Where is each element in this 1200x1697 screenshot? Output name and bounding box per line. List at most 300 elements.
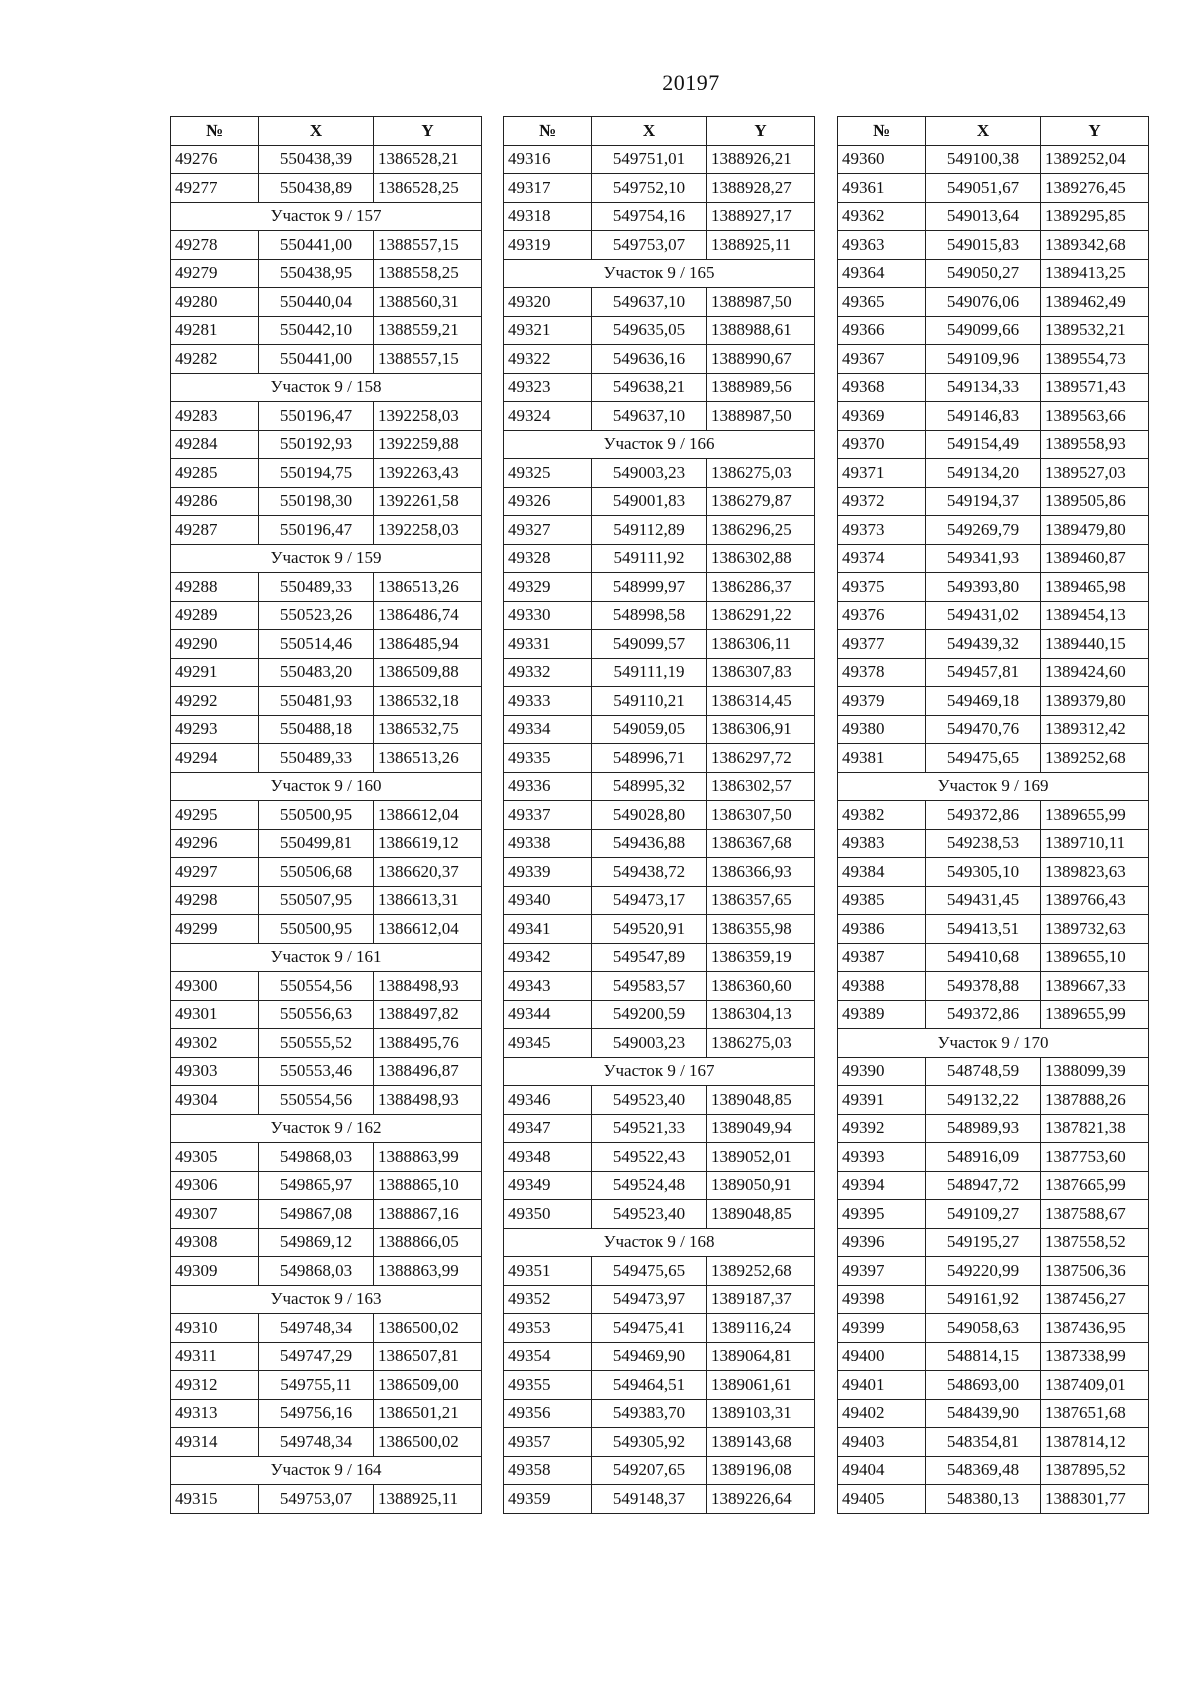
y-coordinate-cell: 1386485,94 <box>374 630 482 659</box>
table-row <box>838 630 1149 659</box>
y-coordinate-cell: 1389766,43 <box>1041 886 1149 915</box>
x-coordinate-cell: 549134,20 <box>926 459 1041 488</box>
point-number-cell: 49344 <box>504 1000 592 1029</box>
x-coordinate-cell: 549751,01 <box>592 145 707 174</box>
table-row <box>504 402 815 431</box>
y-coordinate-cell: 1387338,99 <box>1041 1342 1149 1371</box>
x-coordinate-cell: 549469,90 <box>592 1342 707 1371</box>
point-number-cell: 49394 <box>838 1171 926 1200</box>
y-coordinate-cell: 1388990,67 <box>707 345 815 374</box>
y-coordinate-cell: 1387895,52 <box>1041 1456 1149 1485</box>
table-row <box>504 744 815 773</box>
table-row <box>504 1371 815 1400</box>
point-number-cell: 49292 <box>171 687 259 716</box>
point-number-cell: 49322 <box>504 345 592 374</box>
table-row <box>838 658 1149 687</box>
x-coordinate-cell: 549523,40 <box>592 1086 707 1115</box>
y-coordinate-cell: 1389379,80 <box>1041 687 1149 716</box>
point-number-cell: 49379 <box>838 687 926 716</box>
y-coordinate-cell: 1388497,82 <box>374 1000 482 1029</box>
y-coordinate-cell: 1388925,11 <box>707 231 815 260</box>
x-coordinate-cell: 549410,68 <box>926 943 1041 972</box>
point-number-cell: 49362 <box>838 202 926 231</box>
table-row <box>504 516 815 545</box>
y-coordinate-cell: 1389143,68 <box>707 1428 815 1457</box>
coordinates-table-left <box>170 116 482 1514</box>
table-row <box>171 573 482 602</box>
point-number-cell: 49404 <box>838 1456 926 1485</box>
point-number-cell: 49388 <box>838 972 926 1001</box>
y-coordinate-cell: 1389052,01 <box>707 1143 815 1172</box>
table-row <box>171 687 482 716</box>
table-row <box>171 1228 482 1257</box>
point-number-cell: 49321 <box>504 316 592 345</box>
x-coordinate-cell: 550438,89 <box>259 174 374 203</box>
y-coordinate-cell: 1392263,43 <box>374 459 482 488</box>
y-coordinate-cell: 1389312,42 <box>1041 715 1149 744</box>
y-coordinate-cell: 1386306,91 <box>707 715 815 744</box>
section-row <box>838 1029 1149 1058</box>
table-row <box>504 886 815 915</box>
y-coordinate-cell: 1388560,31 <box>374 288 482 317</box>
x-coordinate-cell: 549520,91 <box>592 915 707 944</box>
x-coordinate-cell: 550514,46 <box>259 630 374 659</box>
y-coordinate-cell: 1389342,68 <box>1041 231 1149 260</box>
table-row <box>504 1314 815 1343</box>
table-row <box>171 1029 482 1058</box>
x-coordinate-cell: 549111,19 <box>592 658 707 687</box>
point-number-cell: 49335 <box>504 744 592 773</box>
table-row <box>504 1200 815 1229</box>
y-coordinate-cell: 1389460,87 <box>1041 544 1149 573</box>
table-row <box>171 430 482 459</box>
x-coordinate-cell: 550196,47 <box>259 402 374 431</box>
x-coordinate-cell: 549473,17 <box>592 886 707 915</box>
x-coordinate-cell: 549475,65 <box>592 1257 707 1286</box>
table-row <box>504 1086 815 1115</box>
point-number-cell: 49349 <box>504 1171 592 1200</box>
point-number-cell: 49312 <box>171 1371 259 1400</box>
y-coordinate-cell: 1388559,21 <box>374 316 482 345</box>
x-coordinate-cell: 549207,65 <box>592 1456 707 1485</box>
point-number-cell: 49339 <box>504 858 592 887</box>
y-coordinate-cell: 1389050,91 <box>707 1171 815 1200</box>
table-row <box>838 373 1149 402</box>
point-number-cell: 49374 <box>838 544 926 573</box>
point-number-cell: 49381 <box>838 744 926 773</box>
point-number-cell: 49329 <box>504 573 592 602</box>
y-coordinate-cell: 1388498,93 <box>374 1086 482 1115</box>
point-number-cell: 49285 <box>171 459 259 488</box>
x-coordinate-cell: 548439,90 <box>926 1399 1041 1428</box>
table-row <box>504 174 815 203</box>
x-coordinate-cell: 550554,56 <box>259 1086 374 1115</box>
table-row <box>171 1485 482 1514</box>
point-number-cell: 49296 <box>171 829 259 858</box>
section-title: Участок 9 / 157 <box>171 202 482 231</box>
point-number-cell: 49332 <box>504 658 592 687</box>
table-row <box>838 1200 1149 1229</box>
x-coordinate-cell: 549638,21 <box>592 373 707 402</box>
point-number-cell: 49386 <box>838 915 926 944</box>
table-row <box>171 1057 482 1086</box>
x-coordinate-cell: 549378,88 <box>926 972 1041 1001</box>
y-coordinate-cell: 1386513,26 <box>374 744 482 773</box>
y-coordinate-cell: 1386366,93 <box>707 858 815 887</box>
section-row <box>504 1057 815 1086</box>
table-row <box>838 288 1149 317</box>
x-coordinate-cell: 549109,27 <box>926 1200 1041 1229</box>
x-coordinate-cell: 550556,63 <box>259 1000 374 1029</box>
x-coordinate-cell: 549753,07 <box>592 231 707 260</box>
point-number-cell: 49323 <box>504 373 592 402</box>
x-coordinate-cell: 550553,46 <box>259 1057 374 1086</box>
y-coordinate-cell: 1386297,72 <box>707 744 815 773</box>
y-coordinate-cell: 1387814,12 <box>1041 1428 1149 1457</box>
table-row <box>838 1171 1149 1200</box>
x-coordinate-cell: 549076,06 <box>926 288 1041 317</box>
point-number-cell: 49397 <box>838 1257 926 1286</box>
table-row <box>171 316 482 345</box>
y-coordinate-cell: 1389103,31 <box>707 1399 815 1428</box>
table-row <box>171 1399 482 1428</box>
point-number-cell: 49289 <box>171 601 259 630</box>
y-coordinate-cell: 1387821,38 <box>1041 1114 1149 1143</box>
table-row <box>838 544 1149 573</box>
section-title: Участок 9 / 168 <box>504 1228 815 1257</box>
y-coordinate-cell: 1386359,19 <box>707 943 815 972</box>
table-row <box>838 972 1149 1001</box>
x-coordinate-cell: 550192,93 <box>259 430 374 459</box>
x-coordinate-cell: 549051,67 <box>926 174 1041 203</box>
x-coordinate-cell: 549431,02 <box>926 601 1041 630</box>
table-row <box>504 658 815 687</box>
point-number-cell: 49295 <box>171 801 259 830</box>
y-coordinate-cell: 1389048,85 <box>707 1200 815 1229</box>
table-row <box>171 915 482 944</box>
point-number-cell: 49284 <box>171 430 259 459</box>
y-coordinate-cell: 1386279,87 <box>707 487 815 516</box>
x-coordinate-cell: 549195,27 <box>926 1228 1041 1257</box>
x-coordinate-cell: 549439,32 <box>926 630 1041 659</box>
point-number-cell: 49376 <box>838 601 926 630</box>
table-row <box>171 174 482 203</box>
point-number-cell: 49331 <box>504 630 592 659</box>
table-row <box>171 345 482 374</box>
table-row <box>504 1456 815 1485</box>
point-number-cell: 49355 <box>504 1371 592 1400</box>
section-title: Участок 9 / 162 <box>171 1114 482 1143</box>
y-coordinate-cell: 1388925,11 <box>374 1485 482 1514</box>
y-coordinate-cell: 1388927,17 <box>707 202 815 231</box>
point-number-cell: 49403 <box>838 1428 926 1457</box>
x-coordinate-cell: 548916,09 <box>926 1143 1041 1172</box>
section-row <box>504 1228 815 1257</box>
table-row <box>838 174 1149 203</box>
y-coordinate-cell: 1388988,61 <box>707 316 815 345</box>
point-number-cell: 49366 <box>838 316 926 345</box>
y-coordinate-cell: 1387753,60 <box>1041 1143 1149 1172</box>
x-coordinate-cell: 549109,96 <box>926 345 1041 374</box>
x-coordinate-cell: 550438,39 <box>259 145 374 174</box>
table-row <box>171 886 482 915</box>
y-coordinate-cell: 1386306,11 <box>707 630 815 659</box>
x-coordinate-cell: 549194,37 <box>926 487 1041 516</box>
table-row <box>171 829 482 858</box>
point-number-cell: 49391 <box>838 1086 926 1115</box>
x-coordinate-cell: 549869,12 <box>259 1228 374 1257</box>
y-coordinate-cell: 1387651,68 <box>1041 1399 1149 1428</box>
y-coordinate-cell: 1386528,25 <box>374 174 482 203</box>
section-title: Участок 9 / 161 <box>171 943 482 972</box>
x-coordinate-cell: 550488,18 <box>259 715 374 744</box>
point-number-cell: 49350 <box>504 1200 592 1229</box>
header-number: № <box>504 117 592 146</box>
point-number-cell: 49287 <box>171 516 259 545</box>
table-row <box>504 1143 815 1172</box>
y-coordinate-cell: 1389424,60 <box>1041 658 1149 687</box>
table-row <box>171 801 482 830</box>
y-coordinate-cell: 1389413,25 <box>1041 259 1149 288</box>
y-coordinate-cell: 1387409,01 <box>1041 1371 1149 1400</box>
y-coordinate-cell: 1389505,86 <box>1041 487 1149 516</box>
y-coordinate-cell: 1386532,18 <box>374 687 482 716</box>
point-number-cell: 49383 <box>838 829 926 858</box>
point-number-cell: 49377 <box>838 630 926 659</box>
y-coordinate-cell: 1389563,66 <box>1041 402 1149 431</box>
table-row <box>838 915 1149 944</box>
x-coordinate-cell: 549470,76 <box>926 715 1041 744</box>
section-row <box>504 430 815 459</box>
table-row <box>838 1143 1149 1172</box>
page-number: 20197 <box>662 70 720 95</box>
x-coordinate-cell: 549003,23 <box>592 459 707 488</box>
y-coordinate-cell: 1388987,50 <box>707 288 815 317</box>
point-number-cell: 49354 <box>504 1342 592 1371</box>
x-coordinate-cell: 549413,51 <box>926 915 1041 944</box>
table-row <box>504 772 815 801</box>
section-title: Участок 9 / 165 <box>504 259 815 288</box>
point-number-cell: 49337 <box>504 801 592 830</box>
table-row <box>838 715 1149 744</box>
point-number-cell: 49380 <box>838 715 926 744</box>
x-coordinate-cell: 548354,81 <box>926 1428 1041 1457</box>
section-row <box>171 544 482 573</box>
y-coordinate-cell: 1389667,33 <box>1041 972 1149 1001</box>
table-row <box>504 1485 815 1514</box>
x-coordinate-cell: 550500,95 <box>259 915 374 944</box>
header-x: X <box>926 117 1041 146</box>
point-number-cell: 49328 <box>504 544 592 573</box>
table-row <box>838 231 1149 260</box>
x-coordinate-cell: 549748,34 <box>259 1314 374 1343</box>
table-row <box>504 316 815 345</box>
x-coordinate-cell: 549521,33 <box>592 1114 707 1143</box>
y-coordinate-cell: 1392258,03 <box>374 516 482 545</box>
y-coordinate-cell: 1389710,11 <box>1041 829 1149 858</box>
table-row <box>504 1000 815 1029</box>
header-y: Y <box>707 117 815 146</box>
y-coordinate-cell: 1389655,99 <box>1041 801 1149 830</box>
point-number-cell: 49334 <box>504 715 592 744</box>
x-coordinate-cell: 549050,27 <box>926 259 1041 288</box>
table-row <box>504 145 815 174</box>
x-coordinate-cell: 549341,93 <box>926 544 1041 573</box>
table-row <box>838 1057 1149 1086</box>
y-coordinate-cell: 1386620,37 <box>374 858 482 887</box>
point-number-cell: 49393 <box>838 1143 926 1172</box>
table-row <box>171 288 482 317</box>
y-coordinate-cell: 1389196,08 <box>707 1456 815 1485</box>
point-number-cell: 49320 <box>504 288 592 317</box>
x-coordinate-cell: 550440,04 <box>259 288 374 317</box>
table-row <box>838 1428 1149 1457</box>
point-number-cell: 49352 <box>504 1285 592 1314</box>
y-coordinate-cell: 1389732,63 <box>1041 915 1149 944</box>
point-number-cell: 49389 <box>838 1000 926 1029</box>
table-row <box>171 1200 482 1229</box>
point-number-cell: 49357 <box>504 1428 592 1457</box>
table-row <box>838 858 1149 887</box>
y-coordinate-cell: 1386532,75 <box>374 715 482 744</box>
y-coordinate-cell: 1388557,15 <box>374 231 482 260</box>
x-coordinate-cell: 549132,22 <box>926 1086 1041 1115</box>
section-row <box>171 1114 482 1143</box>
table-row <box>838 1314 1149 1343</box>
section-title: Участок 9 / 159 <box>171 544 482 573</box>
table-row <box>171 1086 482 1115</box>
section-title: Участок 9 / 167 <box>504 1057 815 1086</box>
y-coordinate-cell: 1386486,74 <box>374 601 482 630</box>
table-row <box>504 687 815 716</box>
x-coordinate-cell: 549756,16 <box>259 1399 374 1428</box>
y-coordinate-cell: 1389252,68 <box>1041 744 1149 773</box>
table-row <box>838 259 1149 288</box>
point-number-cell: 49297 <box>171 858 259 887</box>
section-row <box>504 259 815 288</box>
x-coordinate-cell: 550438,95 <box>259 259 374 288</box>
table-row <box>504 544 815 573</box>
table-row <box>171 1314 482 1343</box>
x-coordinate-cell: 549524,48 <box>592 1171 707 1200</box>
point-number-cell: 49276 <box>171 145 259 174</box>
x-coordinate-cell: 550555,52 <box>259 1029 374 1058</box>
table-row <box>171 402 482 431</box>
y-coordinate-cell: 1392258,03 <box>374 402 482 431</box>
table-row <box>171 516 482 545</box>
x-coordinate-cell: 549865,97 <box>259 1171 374 1200</box>
y-coordinate-cell: 1388989,56 <box>707 373 815 402</box>
x-coordinate-cell: 549015,83 <box>926 231 1041 260</box>
y-coordinate-cell: 1386357,65 <box>707 886 815 915</box>
y-coordinate-cell: 1388558,25 <box>374 259 482 288</box>
point-number-cell: 49309 <box>171 1257 259 1286</box>
y-coordinate-cell: 1389116,24 <box>707 1314 815 1343</box>
table-row <box>504 1428 815 1457</box>
point-number-cell: 49290 <box>171 630 259 659</box>
y-coordinate-cell: 1386612,04 <box>374 915 482 944</box>
y-coordinate-cell: 1387506,36 <box>1041 1257 1149 1286</box>
point-number-cell: 49310 <box>171 1314 259 1343</box>
table-row <box>171 972 482 1001</box>
table-row <box>838 487 1149 516</box>
x-coordinate-cell: 549635,05 <box>592 316 707 345</box>
x-coordinate-cell: 549372,86 <box>926 801 1041 830</box>
table-row <box>838 1285 1149 1314</box>
x-coordinate-cell: 550489,33 <box>259 744 374 773</box>
table-row <box>504 1342 815 1371</box>
x-coordinate-cell: 550481,93 <box>259 687 374 716</box>
table-row <box>838 402 1149 431</box>
table-row <box>504 231 815 260</box>
point-number-cell: 49367 <box>838 345 926 374</box>
table-row <box>171 1143 482 1172</box>
x-coordinate-cell: 549748,34 <box>259 1428 374 1457</box>
point-number-cell: 49313 <box>171 1399 259 1428</box>
x-coordinate-cell: 549475,65 <box>926 744 1041 773</box>
y-coordinate-cell: 1386302,88 <box>707 544 815 573</box>
x-coordinate-cell: 550554,56 <box>259 972 374 1001</box>
table-row <box>838 1114 1149 1143</box>
y-coordinate-cell: 1386286,37 <box>707 573 815 602</box>
table-row <box>838 943 1149 972</box>
point-number-cell: 49277 <box>171 174 259 203</box>
point-number-cell: 49405 <box>838 1485 926 1514</box>
y-coordinate-cell: 1392261,58 <box>374 487 482 516</box>
table-row <box>171 715 482 744</box>
x-coordinate-cell: 549148,37 <box>592 1485 707 1514</box>
x-coordinate-cell: 549436,88 <box>592 829 707 858</box>
point-number-cell: 49382 <box>838 801 926 830</box>
point-number-cell: 49280 <box>171 288 259 317</box>
point-number-cell: 49281 <box>171 316 259 345</box>
point-number-cell: 49315 <box>171 1485 259 1514</box>
table-row <box>838 1371 1149 1400</box>
y-coordinate-cell: 1387558,52 <box>1041 1228 1149 1257</box>
y-coordinate-cell: 1389295,85 <box>1041 202 1149 231</box>
x-coordinate-cell: 549464,51 <box>592 1371 707 1400</box>
x-coordinate-cell: 549305,10 <box>926 858 1041 887</box>
point-number-cell: 49361 <box>838 174 926 203</box>
table-row <box>838 744 1149 773</box>
section-title: Участок 9 / 160 <box>171 772 482 801</box>
table-row <box>504 202 815 231</box>
y-coordinate-cell: 1388099,39 <box>1041 1057 1149 1086</box>
point-number-cell: 49345 <box>504 1029 592 1058</box>
x-coordinate-cell: 549753,07 <box>259 1485 374 1514</box>
y-coordinate-cell: 1389655,99 <box>1041 1000 1149 1029</box>
y-coordinate-cell: 1387665,99 <box>1041 1171 1149 1200</box>
coordinates-table-middle <box>503 116 815 1514</box>
y-coordinate-cell: 1386509,88 <box>374 658 482 687</box>
table-row <box>504 943 815 972</box>
y-coordinate-cell: 1387888,26 <box>1041 1086 1149 1115</box>
x-coordinate-cell: 549547,89 <box>592 943 707 972</box>
point-number-cell: 49304 <box>171 1086 259 1115</box>
x-coordinate-cell: 550500,95 <box>259 801 374 830</box>
y-coordinate-cell: 1389440,15 <box>1041 630 1149 659</box>
y-coordinate-cell: 1388301,77 <box>1041 1485 1149 1514</box>
table-row <box>838 801 1149 830</box>
x-coordinate-cell: 548989,93 <box>926 1114 1041 1143</box>
point-number-cell: 49395 <box>838 1200 926 1229</box>
y-coordinate-cell: 1389252,68 <box>707 1257 815 1286</box>
table-row <box>838 1228 1149 1257</box>
section-row <box>171 772 482 801</box>
section-title: Участок 9 / 170 <box>838 1029 1149 1058</box>
point-number-cell: 49307 <box>171 1200 259 1229</box>
y-coordinate-cell: 1386367,68 <box>707 829 815 858</box>
